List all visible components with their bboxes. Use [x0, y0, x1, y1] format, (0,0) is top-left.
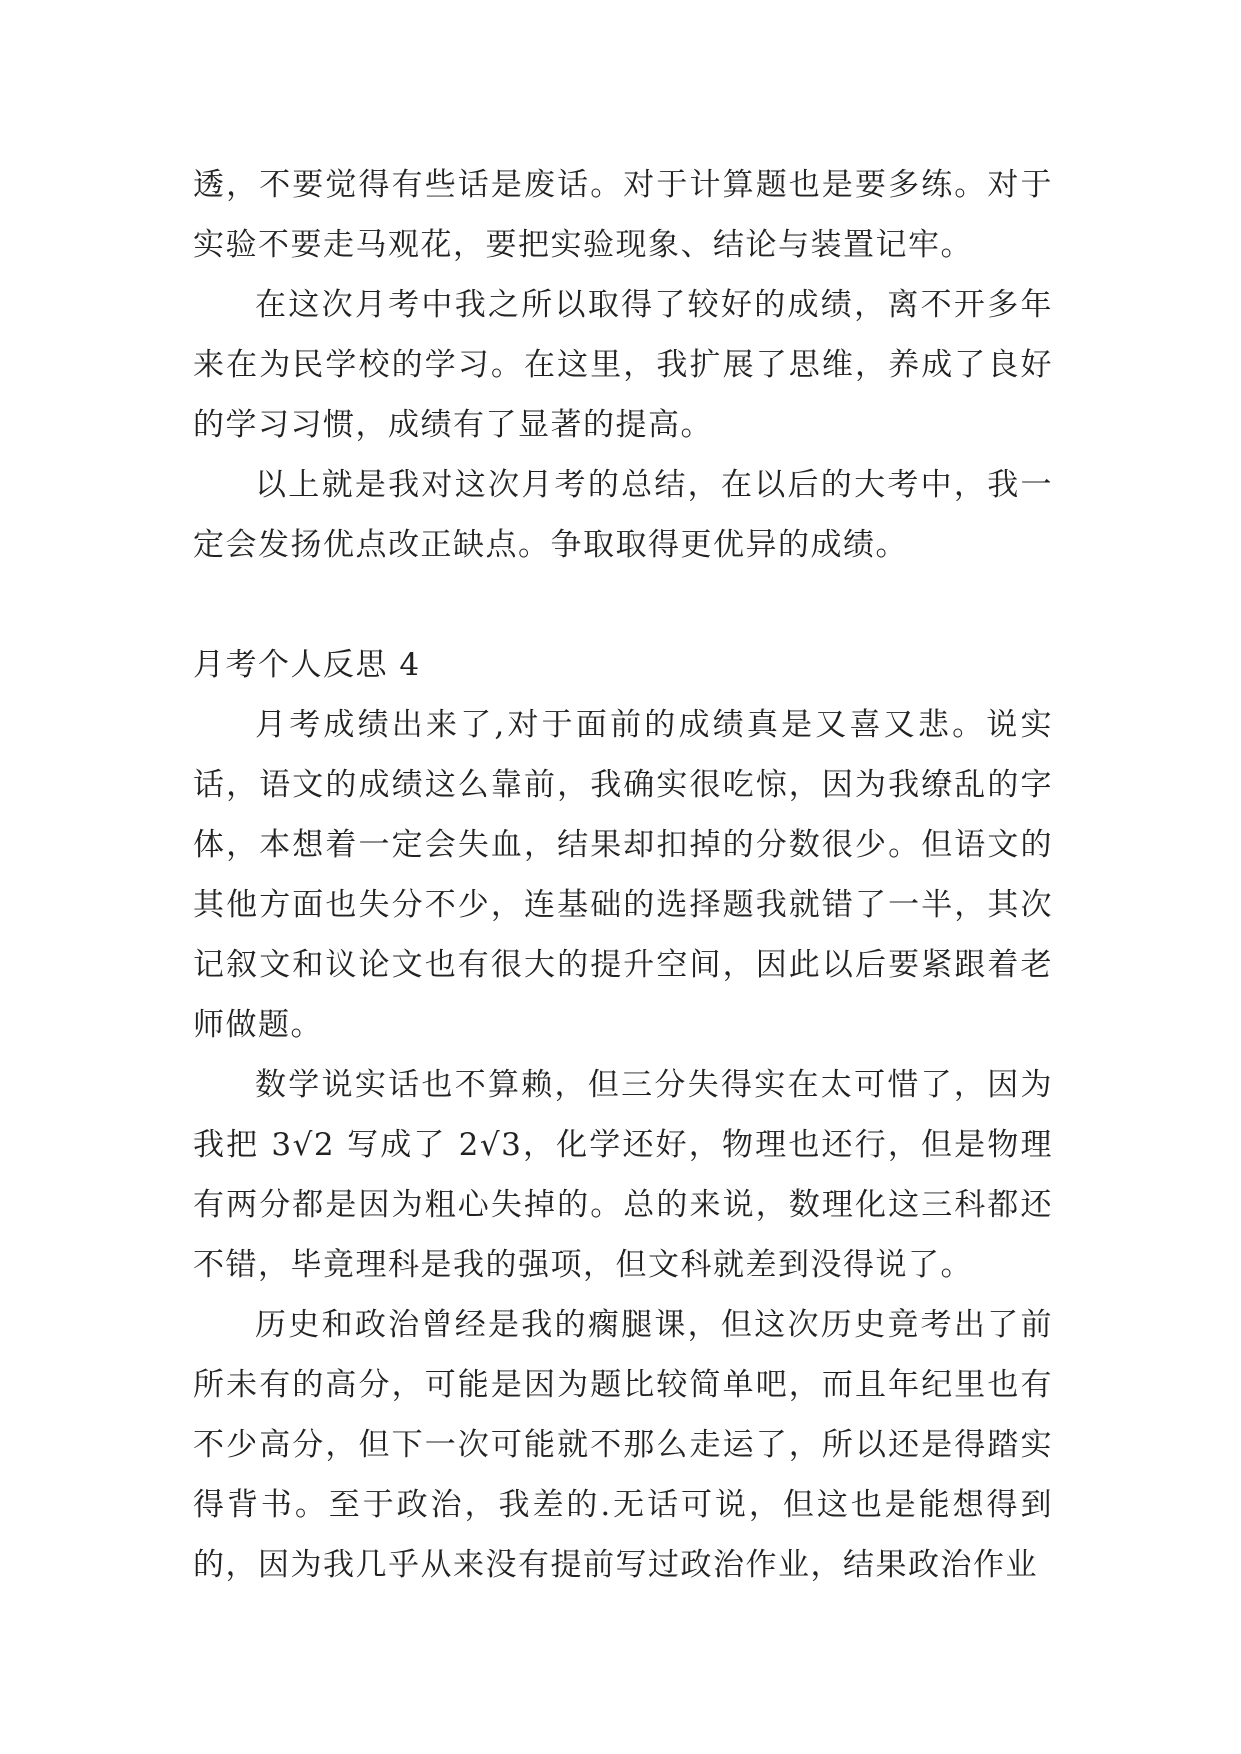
paragraph-chinese-score: 月考成绩出来了,对于面前的成绩真是又喜又悲。说实话，语文的成绩这么靠前，我确实很吃惊，因为我缭乱的字体，本想着一定会失血，结果却扣掉的分数很少。但语文的其他方面也失分不少，连基础的选择题我就错了一半，其次记叙文和议论文也有很大的提升空间，因此以后要紧跟着老师做题。: [193, 707, 1053, 1043]
paragraph-summary: 以上就是我对这次月考的总结，在以后的大考中，我一定会发扬优点改正缺点。争取取得更优异的成绩。: [193, 467, 1053, 563]
document-body: [193, 155, 1053, 1595]
paragraph-continuation: 透，不要觉得有些话是废话。对于计算题也是要多练。对于实验不要走马观花，要把实验现象、结论与装置记牢。: [193, 167, 1053, 263]
paragraph-math-science: 数学说实话也不算赖，但三分失得实在太可惜了，因为我把 3√2 写成了 2√3，化学还好，物理也还行，但是物理有两分都是因为粗心失掉的。总的来说，数理化这三科都还不错，毕竟理科是我的强项，但文科就差到没得说了。: [193, 1067, 1053, 1283]
section-heading: 月考个人反思 4: [193, 647, 421, 683]
paragraph-monthly-exam-result: 在这次月考中我之所以取得了较好的成绩，离不开多年来在为民学校的学习。在这里，我扩展了思维，养成了良好的学习习惯，成绩有了显著的提高。: [193, 287, 1053, 443]
paragraph-history-politics: 历史和政治曾经是我的瘸腿课，但这次历史竟考出了前所未有的高分，可能是因为题比较简单吧，而且年纪里也有不少高分，但下一次可能就不那么走运了，所以还是得踏实得背书。至于政治，我差的.无话可说，但这也是能想得到的，因为我几乎从来没有提前写过政治作业，结果政治作业: [193, 1307, 1053, 1583]
